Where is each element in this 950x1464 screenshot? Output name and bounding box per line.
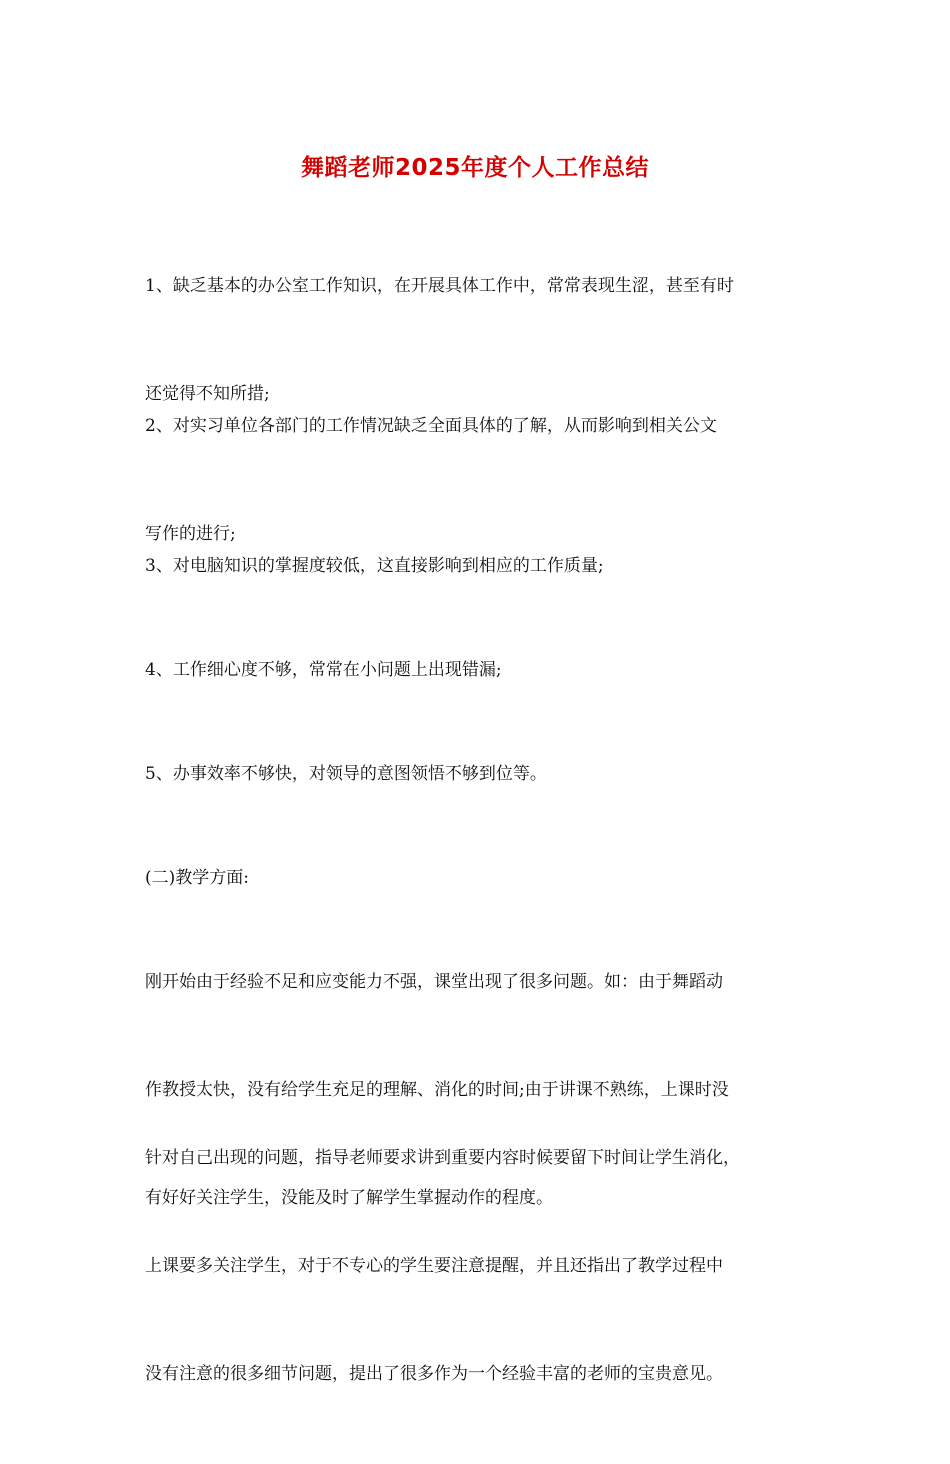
paragraph-line: 4、工作细心度不够，常常在小问题上出现错漏; <box>145 660 502 680</box>
paragraph-line: 没有注意的很多细节问题，提出了很多作为一个经验丰富的老师的宝贵意见。 <box>145 1364 723 1384</box>
paragraph-line: 有好好关注学生，没能及时了解学生掌握动作的程度。 <box>145 1188 553 1208</box>
paragraph-line: 作教授太快，没有给学生充足的理解、消化的时间;由于讲课不熟练，上课时没 <box>145 1080 729 1100</box>
paragraph-line: 5、办事效率不够快，对领导的意图领悟不够到位等。 <box>145 764 547 784</box>
document-title: 舞蹈老师2025年度个人工作总结 <box>300 155 649 181</box>
paragraph-line: 针对自己出现的问题，指导老师要求讲到重要内容时候要留下时间让学生消化， <box>145 1148 740 1168</box>
paragraph-line: 刚开始由于经验不足和应变能力不强，课堂出现了很多问题。如：由于舞蹈动 <box>145 972 723 992</box>
paragraph-line: 1、缺乏基本的办公室工作知识，在开展具体工作中，常常表现生涩，甚至有时 <box>145 276 734 296</box>
paragraph-line: 3、对电脑知识的掌握度较低，这直接影响到相应的工作质量; <box>145 556 604 576</box>
paragraph-line: (二)教学方面: <box>145 868 249 888</box>
paragraph-mentor-advice <box>145 1068 825 1464</box>
paragraph-line: 还觉得不知所措; <box>145 384 270 404</box>
paragraph-line: 写作的进行; <box>145 524 236 544</box>
paragraph-line: 上课要多关注学生，对于不专心的学生要注意提醒，并且还指出了教学过程中 <box>145 1256 723 1276</box>
paragraph-line: 2、对实习单位各部门的工作情况缺乏全面具体的了解，从而影响到相关公文 <box>145 416 717 436</box>
